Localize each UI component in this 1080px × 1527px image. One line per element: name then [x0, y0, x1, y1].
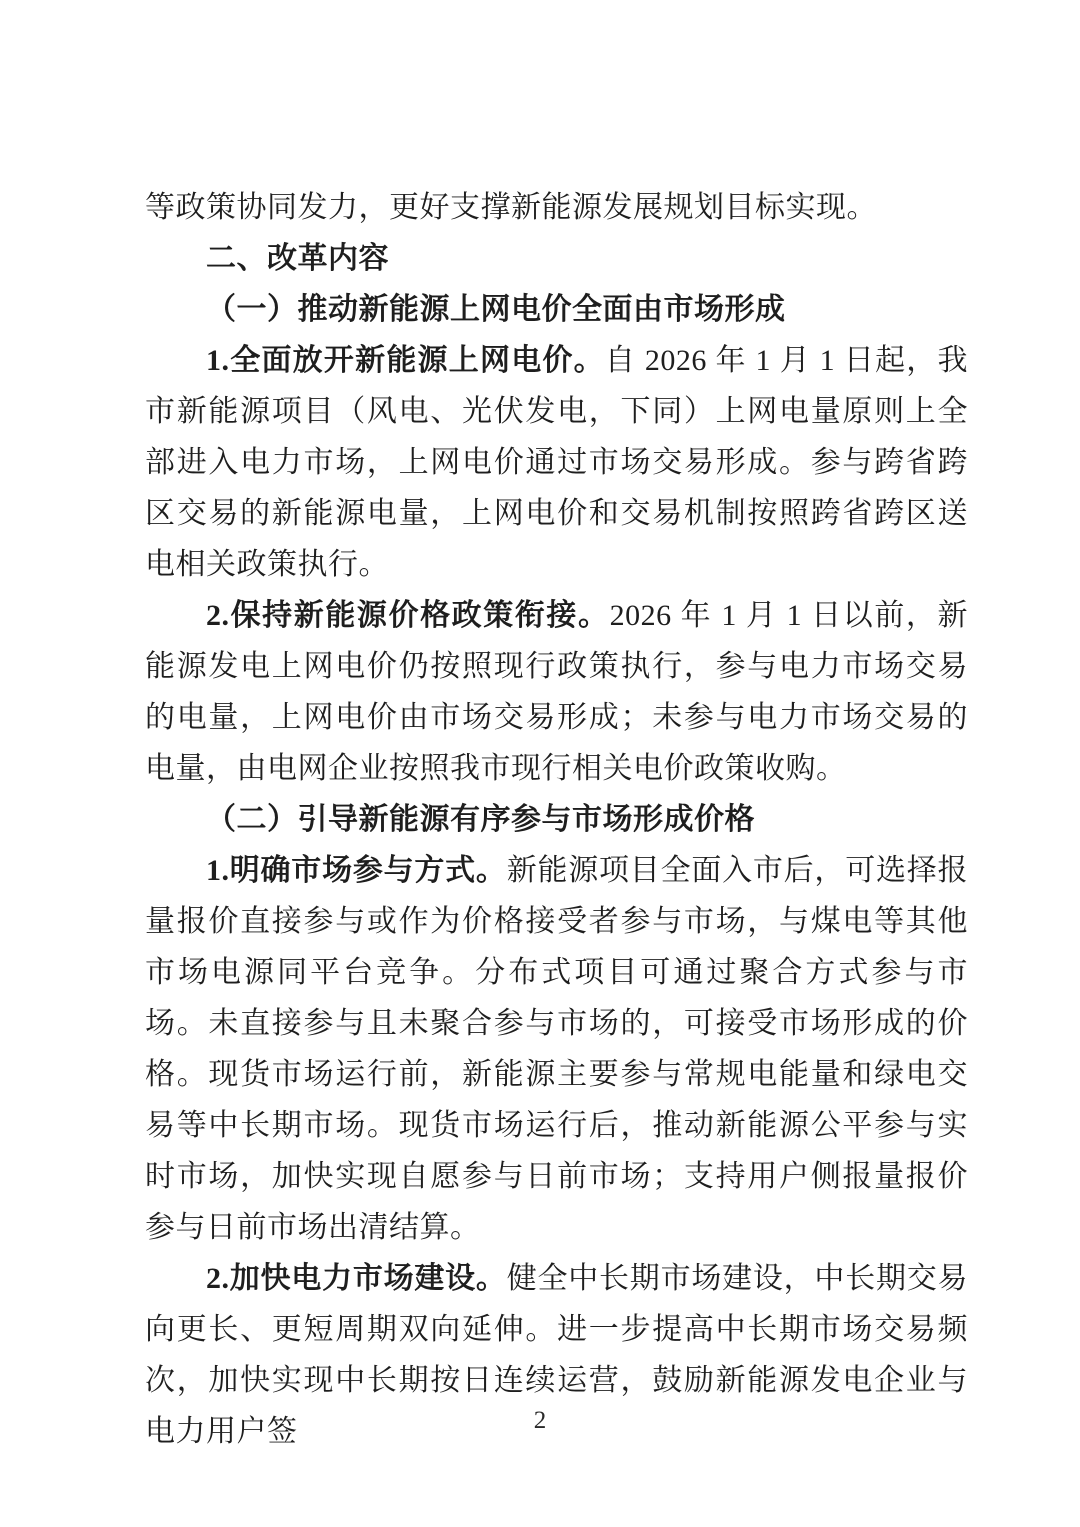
paragraph-lead: 2.保持新能源价格政策衔接。 — [206, 599, 610, 632]
document-body — [145, 182, 968, 1457]
subsection-1-paragraph-1 — [145, 335, 968, 590]
continuation-paragraph: 等政策协同发力，更好支撑新能源发展规划目标实现。 — [145, 191, 877, 224]
paragraph-lead: 1.全面放开新能源上网电价。 — [206, 344, 605, 377]
section-heading: 二、改革内容 — [206, 242, 389, 275]
paragraph-lead: 1.明确市场参与方式。 — [206, 854, 507, 887]
paragraph-text: 健全中长期市场建设，中长期交易向更长、更短周期双向延伸。进一步提高中长期市场交易频次，加快实现中长期按日连续运营，鼓励新能源发电企业与电力用户签 — [145, 1262, 969, 1448]
paragraph-text: 2026 年 1 月 1 日以前，新能源发电上网电价仍按照现行政策执行，参与电力市场交易的电量，上网电价由市场交易形成；未参与电力市场交易的电量，由电网企业按照我市现行相关电价政策收购。 — [145, 599, 969, 785]
subsection-1-paragraph-2 — [145, 590, 968, 794]
subsection-2-paragraph-1 — [145, 845, 968, 1253]
page-number: 2 — [533, 1407, 547, 1434]
subsection-2-heading: （二）引导新能源有序参与市场形成价格 — [206, 803, 755, 836]
paragraph-text: 自 2026 年 1 月 1 日起，我市新能源项目（风电、光伏发电，下同）上网电量原则上全部进入电力市场，上网电价通过市场交易形成。参与跨省跨区交易的新能源电量，上网电价和交易机制按照跨省跨区送电相关政策执行。 — [145, 344, 969, 581]
paragraph-text: 新能源项目全面入市后，可选择报量报价直接参与或作为价格接受者参与市场，与煤电等其他市场电源同平台竞争。分布式项目可通过聚合方式参与市场。未直接参与且未聚合参与市场的，可接受市场形成的价格。现货市场运行前，新能源主要参与常规电能量和绿电交易等中长期市场。现货市场运行后，推动新能源公平参与实时市场，加快实现自愿参与日前市场；支持用户侧报量报价参与日前市场出清结算。 — [145, 854, 969, 1244]
page-footer — [0, 1403, 1080, 1439]
subsection-1-heading: （一）推动新能源上网电价全面由市场形成 — [206, 293, 786, 326]
paragraph-lead: 2.加快电力市场建设。 — [206, 1262, 507, 1295]
